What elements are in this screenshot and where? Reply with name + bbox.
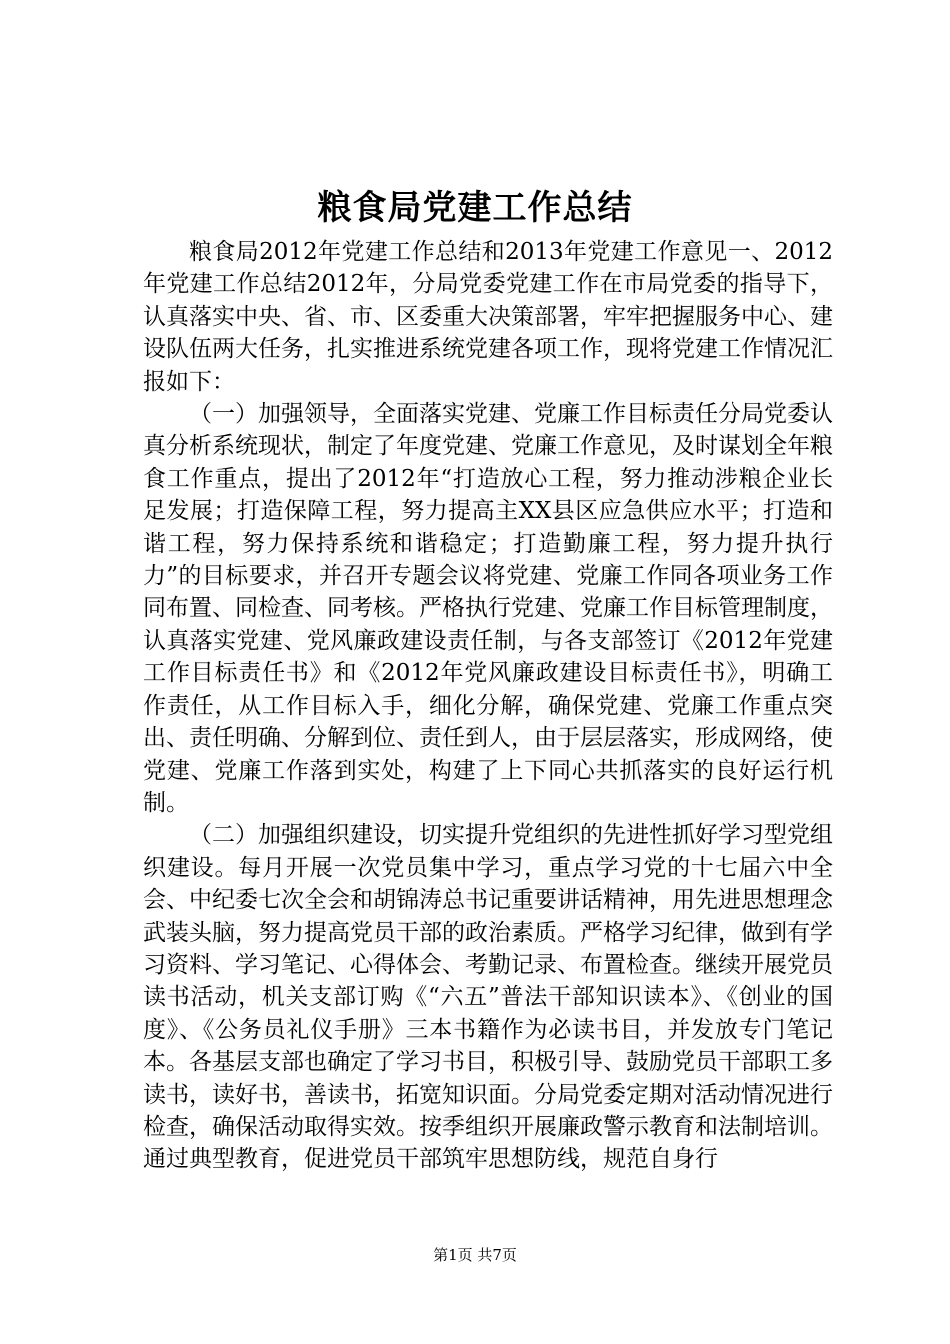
document-body (143, 236, 833, 1176)
page-footer: 第1页 共7页 (433, 1246, 517, 1264)
paragraph-section-1: （一）加强领导，全面落实党建、党廉工作目标责任分局党委认真分析系统现状，制定了年度党建、党廉工作意见，及时谋划全年粮食工作重点，提出了2012年“打造放心工程，努力推动涉粮企业长足发展；打造保障工程，努力提高主XX县区应急供应水平；打造和谐工程，努力保持系统和谐稳定；打造勤廉工程，努力提升执行力”的目标要求，并召开专题会议将党建、党廉工作同各项业务工作同布置、同检查、同考核。严格执行党建、党廉工作目标管理制度，认真落实党建、党风廉政建设责任制，与各支部签订《2012年党建工作目标责任书》和《2012年党风廉政建设目标责任书》，明确工作责任，从工作目标入手，细化分解，确保党建、党廉工作重点突出、责任明确、分解到位、责任到人，由于层层落实，形成网络，使党建、党廉工作落到实处，构建了上下同心共抓落实的良好运行机制。 (143, 401, 833, 816)
paragraph-intro: 粮食局2012年党建工作总结和2013年党建工作意见一、2012年党建工作总结2012年，分局党委党建工作在市局党委的指导下，认真落实中央、省、市、区委重大决策部署，牢牢把握服务中心、建设队伍两大任务，扎实推进系统党建各项工作，现将党建工作情况汇报如下： (143, 239, 833, 395)
document-title: 粮食局党建工作总结 (317, 188, 633, 228)
paragraph-section-2: （二）加强组织建设，切实提升党组织的先进性抓好学习型党组织建设。每月开展一次党员集中学习，重点学习党的十七届六中全会、中纪委七次全会和胡锦涛总书记重要讲话精神，用先进思想理念武装头脑，努力提高党员干部的政治素质。严格学习纪律，做到有学习资料、学习笔记、心得体会、考勤记录、布置检查。继续开展党员读书活动，机关支部订购《“六五”普法干部知识读本》、《创业的国度》、《公务员礼仪手册》三本书籍作为必读书目，并发放专门笔记本。各基层支部也确定了学习书目，积极引导、鼓励党员干部职工多读书，读好书，善读书，拓宽知识面。分局党委定期对活动情况进行检查，确保活动取得实效。按季组织开展廉政警示教育和法制培训。通过典型教育，促进党员干部筑牢思想防线，规范自身行 (143, 822, 833, 1173)
